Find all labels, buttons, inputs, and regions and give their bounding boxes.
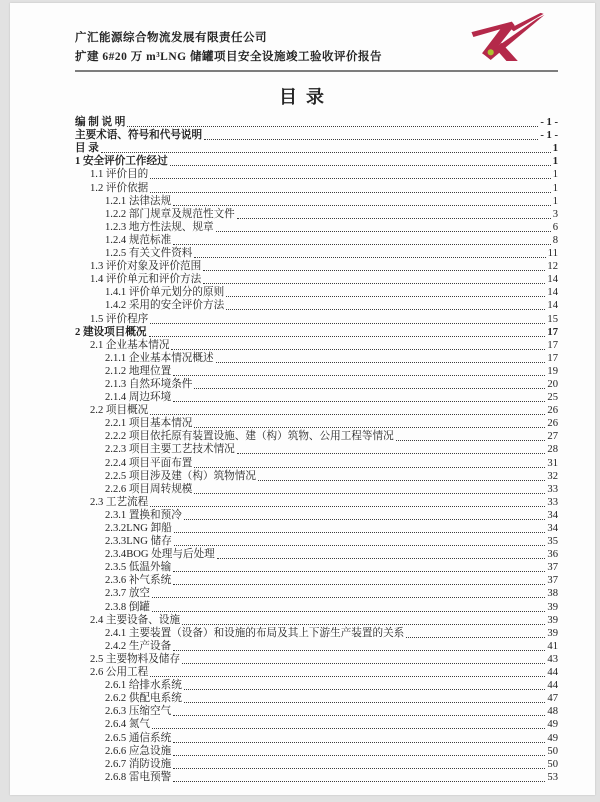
toc-page-number: 1 xyxy=(552,156,558,168)
toc-entry-label: 1.2 评价依据 xyxy=(90,182,149,194)
toc-entry-label: 1.5 评价程序 xyxy=(90,313,149,325)
toc-row xyxy=(75,456,558,469)
toc-entry-label: 主要术语、符号和代号说明 xyxy=(75,130,203,142)
toc-page-number: 17 xyxy=(547,339,558,351)
toc-page-number: 43 xyxy=(547,653,558,665)
toc-row xyxy=(75,771,558,784)
toc-entry-label: 2.4.2 生产设备 xyxy=(105,640,172,652)
toc-row xyxy=(75,352,558,365)
toc-row xyxy=(75,679,558,692)
toc-dot-leader xyxy=(150,506,545,507)
toc-entry-label: 2.2.1 项目基本情况 xyxy=(105,418,193,430)
toc-page-number: 8 xyxy=(552,234,558,246)
toc-row xyxy=(75,260,558,273)
toc-row xyxy=(75,443,558,456)
toc-page-number: 28 xyxy=(547,444,558,456)
toc-row xyxy=(75,208,558,221)
toc-dot-leader xyxy=(216,231,551,232)
company-name: 广汇能源综合物流发展有限责任公司 xyxy=(75,32,267,44)
toc-entry-label: 1.4.2 采用的安全评价方法 xyxy=(105,300,225,312)
toc-page-number: - 1 - xyxy=(540,130,558,142)
toc-row xyxy=(75,470,558,483)
toc-dot-leader xyxy=(101,152,551,153)
toc-dot-leader xyxy=(173,650,545,651)
toc-dot-leader xyxy=(204,139,538,140)
toc-row xyxy=(75,129,558,142)
toc-page-number: 33 xyxy=(547,496,558,508)
toc-row xyxy=(75,273,558,286)
toc-dot-leader xyxy=(152,611,545,612)
toc-entry-label: 2.6.7 消防设施 xyxy=(105,758,172,770)
toc-dot-leader xyxy=(150,323,545,324)
toc-dot-leader xyxy=(173,571,545,572)
toc-dot-leader xyxy=(203,270,545,271)
toc-entry-label: 目 录 xyxy=(75,143,99,155)
toc-row xyxy=(75,522,558,535)
toc-dot-leader xyxy=(149,336,546,337)
toc-row xyxy=(75,378,558,391)
toc-dot-leader xyxy=(174,545,546,546)
toc-dot-leader xyxy=(396,440,546,441)
toc-dot-leader xyxy=(150,192,550,193)
toc-entry-label: 1.2.3 地方性法规、规章 xyxy=(105,221,214,233)
toc-entry-label: 编 制 说 明 xyxy=(75,117,126,129)
toc-entry-label: 2.2.4 项目平面布置 xyxy=(105,457,193,469)
toc-entry-label: 2.3.1 置换和预冷 xyxy=(105,509,182,521)
toc-page-number: 36 xyxy=(547,549,558,561)
toc-dot-leader xyxy=(237,453,546,454)
toc-row xyxy=(75,561,558,574)
toc-row xyxy=(75,247,558,260)
toc-page-number: 14 xyxy=(547,300,558,312)
toc-row xyxy=(75,731,558,744)
toc-page-number: 17 xyxy=(547,326,558,338)
toc-dot-leader xyxy=(216,362,546,363)
toc-dot-leader xyxy=(182,624,545,625)
toc-dot-leader xyxy=(226,309,545,310)
toc-dot-leader xyxy=(173,715,545,716)
toc-page-number: 34 xyxy=(547,509,558,521)
toc-page-number: 33 xyxy=(547,483,558,495)
toc-dot-leader xyxy=(258,480,545,481)
toc-row xyxy=(75,404,558,417)
toc-row xyxy=(75,614,558,627)
toc-dot-leader xyxy=(184,702,546,703)
toc-page-number: 53 xyxy=(547,771,558,783)
toc-entry-label: 1.3 评价对象及评价范围 xyxy=(90,261,202,273)
toc-dot-leader xyxy=(173,244,550,245)
toc-row xyxy=(75,535,558,548)
toc-entry-label: 2.1.2 地理位置 xyxy=(105,365,172,377)
toc-page-number: 26 xyxy=(547,405,558,417)
toc-page-number: 27 xyxy=(547,431,558,443)
toc-row xyxy=(75,181,558,194)
toc-page-number: 25 xyxy=(547,392,558,404)
toc-row xyxy=(75,116,558,129)
report-header xyxy=(75,29,558,72)
toc-page-number: 34 xyxy=(547,523,558,534)
toc-dot-leader xyxy=(152,597,545,598)
toc-row xyxy=(75,234,558,247)
toc-entry-label: 2.1 企业基本情况 xyxy=(90,339,170,351)
toc-entry-label: 2.6.3 压缩空气 xyxy=(105,706,172,718)
toc-entry-label: 2.1.4 周边环境 xyxy=(105,392,172,404)
toc-dot-leader xyxy=(174,532,546,533)
toc-page-number: 26 xyxy=(547,418,558,430)
toc-page-number: 47 xyxy=(547,693,558,705)
toc-entry-label: 2.5 主要物料及储存 xyxy=(90,653,181,665)
toc-row xyxy=(75,587,558,600)
toc-entry-label: 1.4 评价单元和评价方法 xyxy=(90,274,202,286)
toc-entry-label: 2.3.8 倒罐 xyxy=(105,601,151,613)
toc-dot-leader xyxy=(237,218,551,219)
toc-entry-label: 2.1.1 企业基本情况概述 xyxy=(105,352,214,364)
toc-row xyxy=(75,666,558,679)
toc-dot-leader xyxy=(173,584,545,585)
toc-entry-label: 2.6.6 应急设施 xyxy=(105,745,172,757)
toc-row xyxy=(75,496,558,509)
toc-page-number: 37 xyxy=(547,575,558,587)
toc-dot-leader xyxy=(152,728,545,729)
toc-page-number: 39 xyxy=(547,601,558,613)
toc-entry-label: 2.3.4BOG 处理与后处理 xyxy=(105,549,215,561)
toc-entry-label: 2.6 公用工程 xyxy=(90,667,149,679)
toc-page-number: 12 xyxy=(547,261,558,273)
toc-row xyxy=(75,653,558,666)
toc-row xyxy=(75,142,558,155)
report-title: 扩建 6#20 万 m³LNG 储罐项目安全设施竣工验收评价报告 xyxy=(75,51,382,63)
toc-row xyxy=(75,168,558,181)
toc-row xyxy=(75,286,558,299)
toc-page-number: 44 xyxy=(547,667,558,679)
toc-entry-label: 2.2.5 项目涉及建（构）筑物情况 xyxy=(105,470,256,482)
toc-page-number: 6 xyxy=(552,221,558,233)
toc-entry-label: 2.3.7 放空 xyxy=(105,588,151,600)
toc-page-number: 1 xyxy=(552,195,558,207)
toc-row xyxy=(75,221,558,234)
document-page xyxy=(10,3,595,795)
toc-dot-leader xyxy=(170,165,551,166)
toc-row xyxy=(75,705,558,718)
toc-dot-leader xyxy=(226,296,545,297)
toc-dot-leader xyxy=(194,427,545,428)
toc-dot-leader xyxy=(173,768,545,769)
toc-page-number: 44 xyxy=(547,680,558,692)
toc-dot-leader xyxy=(184,519,546,520)
toc-entry-label: 1.4.1 评价单元划分的原则 xyxy=(105,287,225,299)
toc-page-number: 19 xyxy=(547,365,558,377)
toc-entry-label: 1.2.1 法律法规 xyxy=(105,195,172,207)
toc-page-number: 48 xyxy=(547,706,558,718)
toc-row xyxy=(75,758,558,771)
toc-entry-label: 2.2.2 项目依托原有装置设施、建（构）筑物、公用工程等情况 xyxy=(105,431,394,443)
toc-row xyxy=(75,692,558,705)
toc-dot-leader xyxy=(150,414,545,415)
toc-row xyxy=(75,483,558,496)
table-of-contents xyxy=(75,116,558,784)
toc-row xyxy=(75,745,558,758)
toc-page-number: 50 xyxy=(547,758,558,770)
toc-row xyxy=(75,509,558,522)
toc-row xyxy=(75,430,558,443)
toc-dot-leader xyxy=(173,755,545,756)
toc-page-number: 11 xyxy=(547,248,558,260)
toc-dot-leader xyxy=(173,401,545,402)
toc-row xyxy=(75,312,558,325)
toc-dot-leader xyxy=(173,205,550,206)
toc-entry-label: 2.4.1 主要装置（设备）和设施的布局及其上下游生产装置的关系 xyxy=(105,627,405,639)
toc-page-number: 35 xyxy=(547,536,558,548)
toc-entry-label: 2.6.1 给排水系统 xyxy=(105,680,182,692)
toc-entry-label: 2.1.3 自然环境条件 xyxy=(105,378,193,390)
toc-entry-label: 2.3.5 低温外输 xyxy=(105,562,172,574)
toc-dot-leader xyxy=(194,493,545,494)
toc-entry-label: 1.2.5 有关文件资料 xyxy=(105,248,193,260)
toc-entry-label: 2.3.2LNG 卸船 xyxy=(105,523,172,534)
toc-page-number: 15 xyxy=(547,313,558,325)
toc-page-number: 39 xyxy=(547,614,558,626)
toc-page-number: 1 xyxy=(552,143,558,155)
toc-row xyxy=(75,155,558,168)
toc-row xyxy=(75,195,558,208)
toc-page-number: - 1 - xyxy=(540,117,558,129)
toc-row xyxy=(75,718,558,731)
toc-dot-leader xyxy=(171,349,545,350)
page-title: 目 录 xyxy=(278,87,326,107)
toc-page-number: 20 xyxy=(547,378,558,390)
toc-row xyxy=(75,640,558,653)
toc-entry-label: 1 安全评价工作经过 xyxy=(75,156,168,168)
toc-page-number: 17 xyxy=(547,352,558,364)
toc-dot-leader xyxy=(217,558,546,559)
toc-dot-leader xyxy=(194,388,545,389)
toc-page-number: 14 xyxy=(547,274,558,286)
toc-entry-label: 2.6.4 氮气 xyxy=(105,719,151,731)
toc-dot-leader xyxy=(173,742,545,743)
toc-row xyxy=(75,326,558,339)
toc-page-number: 41 xyxy=(547,640,558,652)
toc-entry-label: 2.4 主要设备、设施 xyxy=(90,614,181,626)
toc-page-number: 37 xyxy=(547,562,558,574)
toc-entry-label: 2.2.3 项目主要工艺技术情况 xyxy=(105,444,235,456)
toc-row xyxy=(75,299,558,312)
toc-row xyxy=(75,627,558,640)
toc-row xyxy=(75,339,558,352)
toc-row xyxy=(75,365,558,378)
toc-page-number: 50 xyxy=(547,745,558,757)
toc-dot-leader xyxy=(203,283,545,284)
toc-entry-label: 1.2.2 部门规章及规范性文件 xyxy=(105,208,235,220)
toc-page-number: 39 xyxy=(547,627,558,639)
toc-row xyxy=(75,548,558,561)
toc-entry-label: 2.6.8 雷电预警 xyxy=(105,771,172,783)
toc-dot-leader xyxy=(150,178,550,179)
toc-dot-leader xyxy=(127,126,538,127)
toc-dot-leader xyxy=(173,375,545,376)
toc-entry-label: 2.3.6 补气系统 xyxy=(105,575,172,587)
toc-page-number: 14 xyxy=(547,287,558,299)
toc-row xyxy=(75,417,558,430)
toc-dot-leader xyxy=(406,637,545,638)
toc-page-number: 49 xyxy=(547,719,558,731)
toc-row xyxy=(75,391,558,404)
toc-page-number: 31 xyxy=(547,457,558,469)
toc-page-number: 3 xyxy=(552,208,558,220)
toc-dot-leader xyxy=(184,689,546,690)
toc-entry-label: 2.2 项目概况 xyxy=(90,405,149,417)
toc-row xyxy=(75,600,558,613)
toc-dot-leader xyxy=(173,781,545,782)
toc-dot-leader xyxy=(182,663,545,664)
toc-entry-label: 2.2.6 项目周转规模 xyxy=(105,483,193,495)
toc-dot-leader xyxy=(150,676,545,677)
toc-entry-label: 2.3.3LNG 储存 xyxy=(105,536,172,548)
toc-entry-label: 2.3 工艺流程 xyxy=(90,496,149,508)
toc-entry-label: 2.6.5 通信系统 xyxy=(105,732,172,744)
toc-page-number: 1 xyxy=(552,182,558,194)
toc-entry-label: 1.2.4 规范标准 xyxy=(105,234,172,246)
toc-dot-leader xyxy=(194,257,545,258)
toc-page-number: 38 xyxy=(547,588,558,600)
toc-page-number: 32 xyxy=(547,470,558,482)
toc-entry-label: 2.6.2 供配电系统 xyxy=(105,693,182,705)
toc-dot-leader xyxy=(194,467,545,468)
toc-page-number: 49 xyxy=(547,732,558,744)
toc-page-number: 1 xyxy=(552,169,558,181)
toc-entry-label: 2 建设项目概况 xyxy=(75,326,147,338)
toc-row xyxy=(75,574,558,587)
toc-entry-label: 1.1 评价目的 xyxy=(90,169,149,181)
